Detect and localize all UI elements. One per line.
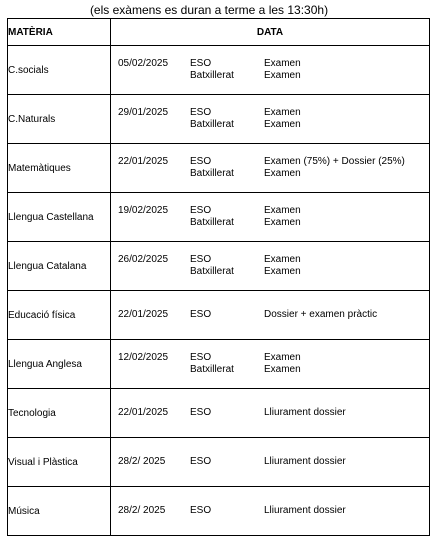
table-row xyxy=(8,340,430,389)
education-level: Batxillerat xyxy=(190,217,234,228)
schedule-cell xyxy=(111,242,430,291)
schedule-cell xyxy=(111,95,430,144)
schedule-note: (els exàmens es duran a terme a les 13:30h) xyxy=(89,3,329,17)
table-header-row xyxy=(8,19,430,46)
schedule-line xyxy=(111,505,429,517)
schedule-line xyxy=(111,168,429,180)
subject-cell: C.socials xyxy=(8,46,111,95)
exam-date: 28/2/ 2025 xyxy=(118,505,166,516)
schedule-line xyxy=(111,254,429,266)
exam-date xyxy=(111,168,190,180)
schedule-line xyxy=(111,309,429,321)
exam-type: Examen (75%) + Dossier (25%) xyxy=(264,156,405,167)
schedule-cell xyxy=(111,389,430,438)
subject-cell: Educació física xyxy=(8,291,111,340)
exam-type: Examen xyxy=(264,168,301,179)
subject-cell: Llengua Castellana xyxy=(8,193,111,242)
subject-cell: Matemàtiques xyxy=(8,144,111,193)
subject-cell: Música xyxy=(8,487,111,536)
exam-type: Dossier + examen pràctic xyxy=(264,309,378,320)
exam-date xyxy=(111,266,190,278)
subject-cell: Llengua Catalana xyxy=(8,242,111,291)
exam-type: Examen xyxy=(264,107,301,118)
schedule-line xyxy=(111,352,429,364)
subject-cell: Llengua Anglesa xyxy=(8,340,111,389)
subject-cell: Visual i Plàstica xyxy=(8,438,111,487)
education-level: ESO xyxy=(190,407,212,418)
schedule-cell xyxy=(111,340,430,389)
education-level: ESO xyxy=(190,58,212,69)
exam-date: 28/2/ 2025 xyxy=(118,456,166,467)
exam-date: 22/01/2025 xyxy=(118,156,169,167)
table-row xyxy=(8,193,430,242)
exam-type: Examen xyxy=(264,70,301,81)
education-level: ESO xyxy=(190,107,212,118)
schedule-line xyxy=(111,70,429,82)
exam-type: Examen xyxy=(264,254,301,265)
exam-date xyxy=(111,217,190,229)
schedule-cell xyxy=(111,144,430,193)
schedule-line xyxy=(111,156,429,168)
exam-type: Examen xyxy=(264,205,301,216)
schedule-line xyxy=(111,119,429,131)
exam-date xyxy=(111,364,190,376)
exam-type: Lliurament dossier xyxy=(264,407,346,418)
table-row xyxy=(8,46,430,95)
schedule-line xyxy=(111,205,429,217)
education-level: Batxillerat xyxy=(190,266,234,277)
education-level: ESO xyxy=(190,156,212,167)
exam-type: Examen xyxy=(264,364,301,375)
exam-date: 22/01/2025 xyxy=(118,407,169,418)
table-row xyxy=(8,95,430,144)
table-row xyxy=(8,389,430,438)
schedule-cell xyxy=(111,46,430,95)
table-row xyxy=(8,144,430,193)
exam-date: 29/01/2025 xyxy=(118,107,169,118)
education-level: ESO xyxy=(190,505,212,516)
exam-type: Examen xyxy=(264,217,301,228)
exam-date: 22/01/2025 xyxy=(118,309,169,320)
schedule-cell xyxy=(111,193,430,242)
exam-date: 19/02/2025 xyxy=(118,205,169,216)
schedule-line xyxy=(111,217,429,229)
exam-date: 26/02/2025 xyxy=(118,254,169,265)
subject-cell: C.Naturals xyxy=(8,95,111,144)
education-level: ESO xyxy=(190,352,212,363)
exam-date: 05/02/2025 xyxy=(118,58,169,69)
schedule-line xyxy=(111,107,429,119)
education-level: Batxillerat xyxy=(190,168,234,179)
exam-date xyxy=(111,119,190,131)
exam-type: Lliurament dossier xyxy=(264,456,346,467)
subject-cell: Tecnologia xyxy=(8,389,111,438)
exam-type: Examen xyxy=(264,58,301,69)
schedule-line xyxy=(111,456,429,468)
date-column-header: DATA xyxy=(111,19,430,46)
schedule-cell xyxy=(111,291,430,340)
schedule-line xyxy=(111,407,429,419)
education-level: Batxillerat xyxy=(190,119,234,130)
schedule-cell xyxy=(111,438,430,487)
exam-type: Examen xyxy=(264,352,301,363)
subject-column-header: MATÈRIA xyxy=(8,19,111,46)
exam-schedule-table xyxy=(7,18,430,536)
schedule-line xyxy=(111,266,429,278)
schedule-cell xyxy=(111,487,430,536)
exam-type: Examen xyxy=(264,119,301,130)
education-level: ESO xyxy=(190,254,212,265)
education-level: ESO xyxy=(190,205,212,216)
schedule-line xyxy=(111,364,429,376)
schedule-line xyxy=(111,58,429,70)
table-row xyxy=(8,291,430,340)
education-level: ESO xyxy=(190,456,212,467)
exam-type: Lliurament dossier xyxy=(264,505,346,516)
education-level: Batxillerat xyxy=(190,70,234,81)
education-level: ESO xyxy=(190,309,212,320)
table-row xyxy=(8,438,430,487)
table-row xyxy=(8,487,430,536)
exam-date: 12/02/2025 xyxy=(118,352,169,363)
exam-type: Examen xyxy=(264,266,301,277)
education-level: Batxillerat xyxy=(190,364,234,375)
exam-date xyxy=(111,70,190,82)
table-row xyxy=(8,242,430,291)
